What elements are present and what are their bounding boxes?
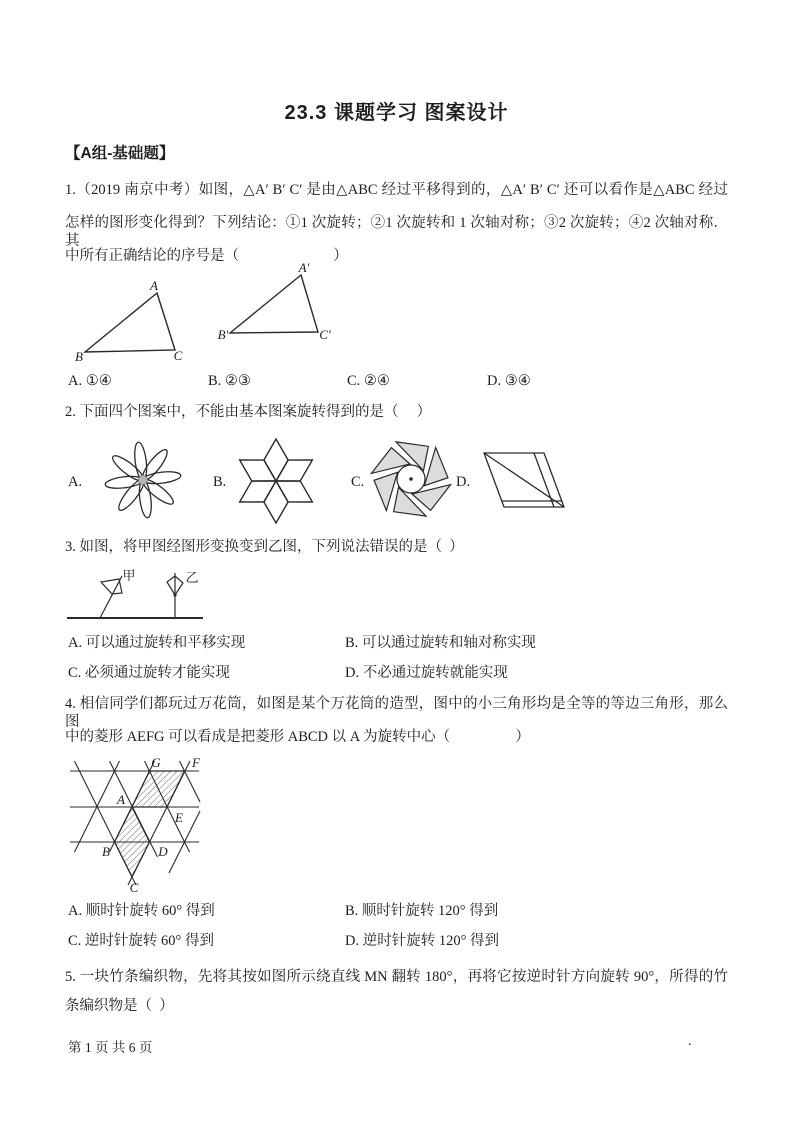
q2-figure-flower bbox=[95, 432, 195, 532]
vertex-label-d: D bbox=[158, 844, 168, 859]
q3-option-b: B. 可以通过旋转和轴对称实现 bbox=[345, 635, 536, 651]
q4-text-line-1: 4. 相信同学们都玩过万花筒，如图是某个万花筒的造型，图中的小三角形均是全等的等边三角形，那么图 bbox=[65, 696, 728, 731]
triangle-abc bbox=[85, 293, 175, 352]
section-heading: 【A组-基础题】 bbox=[65, 145, 175, 162]
vertex-label-a: A bbox=[150, 278, 158, 293]
triangle-a2b2c2 bbox=[230, 275, 318, 333]
q1-option-b: B. ②③ bbox=[208, 373, 251, 389]
vertex-label-a: A bbox=[117, 792, 125, 807]
vertex-label-c-prime: C′ bbox=[319, 327, 331, 342]
q1-option-c: C. ②④ bbox=[347, 373, 390, 389]
q5-text-line-2: 条编织物是（ ） bbox=[65, 998, 174, 1014]
q4-option-b: B. 顺时针旋转 120° 得到 bbox=[345, 903, 499, 919]
vertex-label-b: B bbox=[75, 349, 83, 364]
rhombus-aefg bbox=[132, 771, 185, 807]
q1-text-line-2: 怎样的图形变化得到？下列结论：①1 次旋转；②1 次旋转和 1 次轴对称；③2 次旋转；④2 次轴对称．其 bbox=[65, 215, 728, 250]
q4-figure-kaleidoscope bbox=[60, 748, 210, 898]
flower-center-dot bbox=[139, 476, 148, 485]
q2-figure-pinwheel bbox=[368, 434, 456, 526]
sprout-yi bbox=[167, 573, 183, 618]
q3-figure-sprouts bbox=[60, 565, 210, 625]
q2-text: 2. 下面四个图案中，不能由基本图案旋转得到的是（ ） bbox=[65, 404, 432, 420]
q2-label-d: D. bbox=[456, 474, 471, 490]
vertex-label-c: C bbox=[173, 348, 183, 363]
q2-figure-star bbox=[225, 432, 329, 528]
q3-option-c: C. 必须通过旋转才能实现 bbox=[68, 665, 230, 681]
vertex-label-g: G bbox=[151, 755, 161, 770]
vertex-label-f: F bbox=[192, 755, 200, 770]
page-title: 23.3 课题学习 图案设计 bbox=[284, 102, 509, 124]
q4-option-d: D. 逆时针旋转 120° 得到 bbox=[345, 933, 500, 949]
q1-text-line-3: 中所有正确结论的序号是（ ） bbox=[65, 248, 348, 264]
label-jia: 甲 bbox=[122, 568, 136, 583]
pinwheel-center-dot bbox=[409, 477, 413, 481]
q3-option-a: A. 可以通过旋转和平移实现 bbox=[68, 635, 246, 651]
q1-text-line-1: 1.（2019 南京中考）如图，△A′ B′ C′ 是由△ABC 经过平移得到的，△A′ B′ C′ 还可以看作是△ABC 经过 bbox=[65, 182, 728, 198]
q2-label-b: B. bbox=[213, 474, 227, 490]
label-yi: 乙 bbox=[185, 570, 199, 585]
sprout-jia bbox=[100, 576, 122, 618]
vertex-label-e: E bbox=[175, 810, 183, 825]
q2-label-c: C. bbox=[351, 474, 365, 490]
vertex-label-b: B bbox=[102, 844, 110, 859]
q2-label-a: A. bbox=[68, 474, 83, 490]
q1-figure-triangles bbox=[60, 255, 355, 367]
q4-option-c: C. 逆时针旋转 60° 得到 bbox=[68, 933, 214, 949]
q5-text-line-1: 5. 一块竹条编织物，先将其按如图所示绕直线 MN 翻转 180°，再将它按逆时针方向旋转 90°，所得的竹 bbox=[65, 969, 728, 985]
q4-text-line-2: 中的菱形 AEFG 可以看成是把菱形 ABCD 以 A 为旋转中心（ ） bbox=[65, 729, 530, 745]
vertex-label-c: C bbox=[129, 880, 139, 895]
q2-figure-parallelogram bbox=[478, 448, 570, 512]
q3-option-d: D. 不必通过旋转就能实现 bbox=[345, 665, 508, 681]
q3-text: 3. 如图，将甲图经图形变换变到乙图，下列说法错误的是（ ） bbox=[65, 539, 464, 555]
vertex-label-b-prime: B′ bbox=[217, 327, 229, 342]
rhombus-abcd bbox=[115, 807, 150, 877]
q1-option-d: D. ③④ bbox=[487, 373, 531, 389]
page-number: 第 1 页 共 6 页 bbox=[68, 1040, 153, 1055]
q1-option-a: A. ①④ bbox=[68, 373, 112, 389]
stray-period: . bbox=[688, 1034, 692, 1049]
vertex-label-a-prime: A′ bbox=[298, 260, 310, 275]
q4-option-a: A. 顺时针旋转 60° 得到 bbox=[68, 903, 215, 919]
